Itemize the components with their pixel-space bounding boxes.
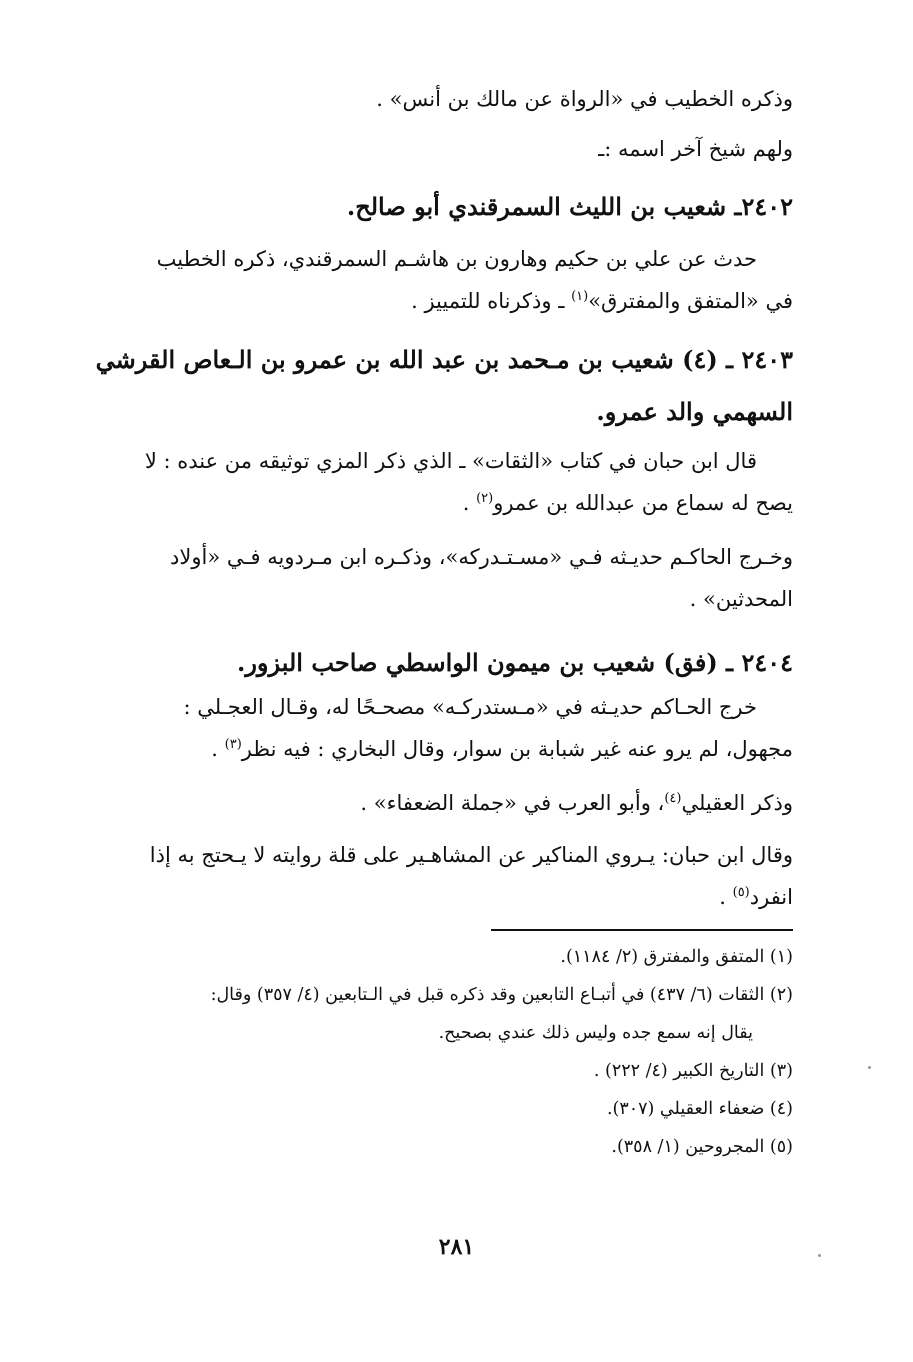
entry-heading-2404: ٢٤٠٤ ـ (فق) شعيب بن ميمون الواسطي صاحب البزور.	[236, 648, 793, 677]
text-run: .	[462, 491, 477, 515]
footnote-5: (٥) المجروحين (١/ ٣٥٨).	[611, 1137, 793, 1157]
text-line: وذكره الخطيب في «الرواة عن مالك بن أنس» .	[376, 87, 793, 111]
footnote-ref: (٣)	[224, 737, 242, 752]
text-run: انفرد	[749, 885, 793, 909]
footnote-ref: (٢)	[476, 491, 494, 506]
footnote-2-line1: (٢) الثقات (٦/ ٤٣٧) في أتبـاع التابعين وقد ذكره قبل في الـتابعين (٤/ ٣٥٧) وقال:	[210, 985, 793, 1005]
entry-heading-2403	[84, 334, 793, 438]
footnote-3: (٣) التاريخ الكبير (٤/ ٢٢٢) .	[593, 1061, 793, 1081]
heading-line: ٢٤٠٣ ـ (٤) شعيب بن مـحمد بن عبد الله بن عمرو بن الـعاص القرشي	[95, 345, 793, 374]
footnote-2	[84, 976, 793, 1052]
text-run: في «المتفق والمفترق»	[588, 289, 793, 313]
text-line: ولهم شيخ آخر اسمه :ـ	[598, 137, 793, 161]
text-line	[84, 782, 793, 824]
scan-speck	[868, 1066, 871, 1069]
text-line: المحدثين» .	[689, 587, 793, 611]
footnotes	[84, 938, 793, 1166]
entry-body-2402	[84, 238, 793, 322]
text-line	[84, 482, 793, 524]
text-run: ، وأبو العرب في «جملة الضعفاء» .	[360, 791, 665, 815]
footnote-separator	[491, 929, 793, 931]
text-run: .	[719, 885, 733, 909]
entry-body-2404	[84, 686, 793, 770]
footnote-ref: (١)	[571, 289, 589, 304]
text-line: خرج الحـاكم حديـثه في «مـستدركـه» مصحـحًا له، وقـال العجـلي :	[183, 695, 757, 719]
text-line: حدث عن علي بن حكيم وهارون بن هاشـم السمرقندي، ذكره الخطيب	[156, 247, 757, 271]
footnote-ref: (٥)	[732, 885, 750, 900]
heading-line: السهمي والد عمرو.	[596, 397, 793, 426]
text-run: ـ وذكرناه للتمييز .	[411, 289, 572, 313]
entry-body-2403-cont	[84, 536, 793, 620]
page-number: ٢٨١	[438, 1234, 475, 1260]
text-line: وخـرج الحاكـم حديـثه فـي «مسـتـدركه»، وذكـره ابن مـردويه فـي «أولاد	[170, 545, 793, 569]
entry-body-2403	[84, 440, 793, 524]
text-line	[84, 280, 793, 322]
text-line: قال ابن حبان في كتاب «الثقات» ـ الذي ذكر المزي توثيقه من عنده : لا	[144, 449, 757, 473]
entry-body-2404-cont	[84, 834, 793, 918]
footnote-1: (١) المتفق والمفترق (٢/ ١١٨٤).	[560, 947, 793, 967]
footnote-4: (٤) ضعفاء العقيلي (٣٠٧).	[606, 1099, 793, 1119]
text-line: وقال ابن حبان: يـروي المناكير عن المشاهـير على قلة روايته لا يـحتج به إذا	[149, 843, 793, 867]
scan-speck	[818, 1254, 821, 1257]
text-line	[84, 728, 793, 770]
footnote-ref: (٤)	[664, 791, 682, 806]
footnote-2-line2: يقال إنه سمع جده وليس ذلك عندي بصحيح.	[438, 1023, 753, 1043]
text-line	[84, 876, 793, 918]
text-run: وذكر العقيلي	[681, 791, 793, 815]
text-run: مجهول، لم يرو عنه غير شبابة بن سوار، وقال البخاري : فيه نظر	[241, 737, 793, 761]
entry-heading-2402: ٢٤٠٢ـ شعيب بن الليث السمرقندي أبو صالح.	[346, 192, 793, 221]
text-run: .	[211, 737, 225, 761]
text-run: يصح له سماع من عبدالله بن عمرو	[493, 491, 793, 515]
